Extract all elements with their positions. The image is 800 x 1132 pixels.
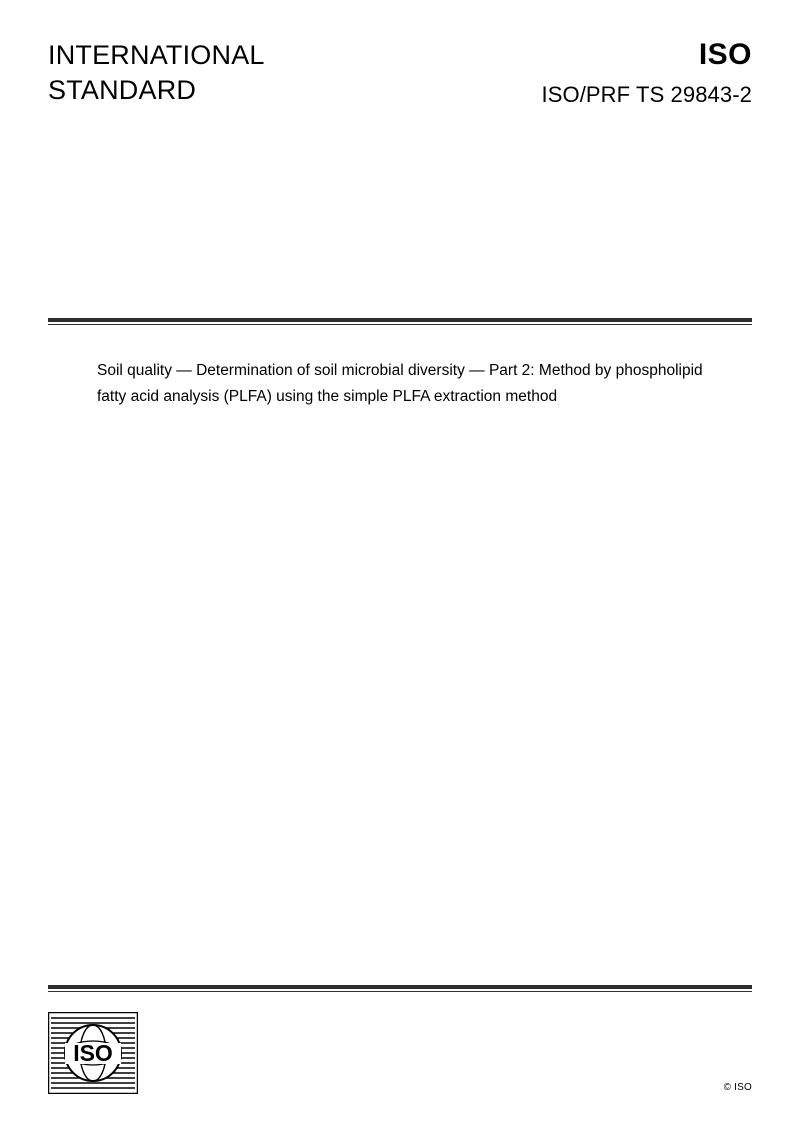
document-type-line-2: STANDARD — [48, 75, 197, 105]
iso-logo-icon — [48, 1012, 138, 1094]
organization-name: ISO — [698, 38, 752, 71]
page-title: Soil quality — Determination of soil microbial diversity — Part 2: Method by phospholipid fatty acid analysis (PLFA) using the simple PLFA extraction method — [97, 362, 703, 405]
bottom-divider-thin — [48, 991, 752, 992]
copyright-notice: © ISO — [723, 1082, 752, 1093]
bottom-divider-rule — [48, 985, 752, 992]
document-type-line-1: INTERNATIONAL — [48, 40, 265, 70]
document-reference-block — [332, 38, 752, 110]
document-reference-number: ISO/PRF TS 29843-2 — [541, 82, 752, 107]
svg-text:ISO: ISO — [73, 1040, 113, 1066]
top-divider-rule — [48, 318, 752, 325]
document-title-block — [97, 358, 722, 410]
top-divider-thin — [48, 324, 752, 325]
top-divider-thick — [48, 318, 752, 322]
document-header — [48, 38, 752, 128]
bottom-divider-thick — [48, 985, 752, 989]
